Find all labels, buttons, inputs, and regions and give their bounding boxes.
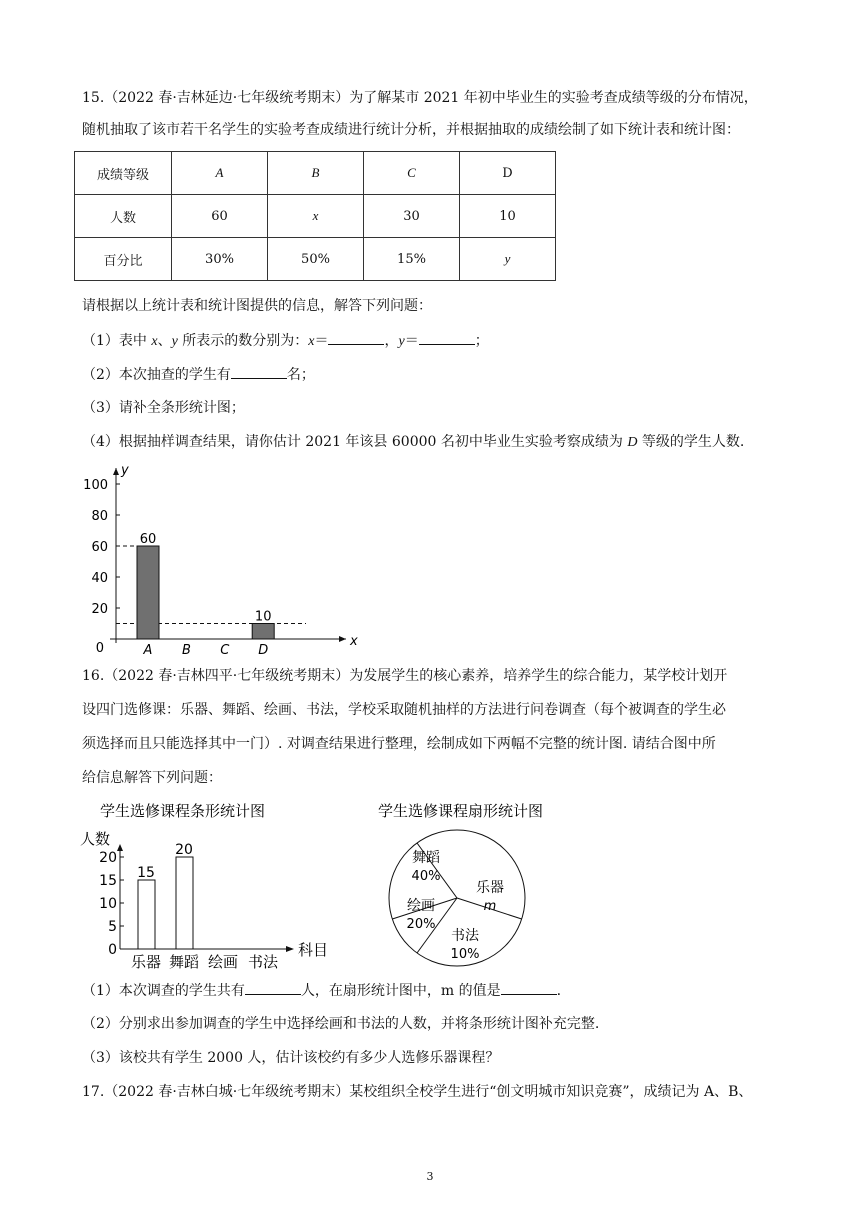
text: （1）表中 bbox=[82, 333, 152, 349]
pie-slice-label: 书法 bbox=[451, 928, 479, 944]
x-axis-label: x bbox=[350, 634, 358, 649]
text: ， bbox=[384, 333, 399, 349]
text: （4）根据抽样调查结果，请你估计 2021 年该县 60000 名初中毕业生实验考察成绩为 bbox=[82, 434, 628, 450]
text: 、 bbox=[157, 333, 172, 349]
var-y: y bbox=[171, 334, 178, 349]
table-cell: 10 bbox=[460, 195, 556, 238]
pie-slice-value: 10% bbox=[450, 947, 480, 962]
y-axis-arrow bbox=[117, 844, 123, 851]
q15-sub4 bbox=[82, 432, 744, 453]
chart-title: 学生选修课程扇形统计图 bbox=[378, 802, 544, 820]
text: ＝ bbox=[404, 333, 419, 349]
y-axis-label: 人数 bbox=[80, 830, 111, 848]
y-tick-label: 80 bbox=[91, 509, 108, 524]
answer-blank[interactable] bbox=[231, 364, 287, 379]
table-cell: A bbox=[172, 152, 268, 195]
text: ； bbox=[474, 333, 489, 349]
y-tick-label: 20 bbox=[91, 602, 108, 617]
table-cell: 15% bbox=[364, 238, 460, 281]
page-number: 3 bbox=[426, 1170, 434, 1183]
y-tick-label: 5 bbox=[108, 919, 117, 935]
q15-prompt: 请根据以上统计表和统计图提供的信息，解答下列问题： bbox=[82, 298, 432, 314]
var-x: x bbox=[308, 334, 315, 349]
bar bbox=[176, 857, 193, 949]
chart-title: 学生选修课程条形统计图 bbox=[100, 802, 266, 820]
q16-line1: 16.（2022 春·吉林四平·七年级统考期末）为发展学生的核心素养，培养学生的综合能力，某学校计划开 bbox=[82, 668, 728, 684]
elective-pie-chart bbox=[370, 796, 560, 974]
x-tick-label: 乐器 bbox=[130, 953, 162, 971]
q16-line4: 给信息解答下列问题： bbox=[82, 770, 222, 786]
q16-sub3: （3）该校共有学生 2000 人，估计该校约有多少人选修乐器课程？ bbox=[82, 1050, 500, 1066]
table-cell: 60 bbox=[172, 195, 268, 238]
q16-line2: 设四门选修课：乐器、舞蹈、绘画、书法，学校采取随机抽样的方法进行问卷调查（每个被调查的学生必 bbox=[82, 702, 726, 718]
origin-label: 0 bbox=[95, 641, 104, 656]
data-label: 20 bbox=[175, 842, 193, 858]
pie-slice-label: 乐器 bbox=[476, 880, 504, 896]
x-axis-arrow bbox=[339, 636, 346, 642]
data-label: 10 bbox=[254, 609, 272, 625]
x-axis-arrow bbox=[286, 946, 294, 952]
q15-sub2 bbox=[82, 364, 315, 385]
x-tick-label: D bbox=[258, 643, 269, 657]
y-tick-label: 15 bbox=[99, 873, 117, 889]
bar bbox=[137, 546, 159, 639]
x-tick-label: C bbox=[220, 643, 230, 657]
q15-line2: 随机抽取了该市若干名学生的实验考查成绩进行统计分析，并根据抽取的成绩绘制了如下统计表和统计图： bbox=[82, 122, 740, 138]
q16-sub1 bbox=[82, 980, 561, 1001]
table-cell: x bbox=[268, 195, 364, 238]
x-tick-label: 舞蹈 bbox=[168, 953, 200, 971]
data-label: 15 bbox=[137, 865, 155, 881]
text: （1）本次调查的学生共有 bbox=[82, 983, 245, 999]
q15-sub1 bbox=[82, 330, 489, 352]
table-row bbox=[75, 238, 556, 281]
q15-sub3: （3）请补全条形统计图； bbox=[82, 400, 245, 416]
table-cell: 人数 bbox=[75, 195, 172, 238]
answer-blank[interactable] bbox=[501, 980, 557, 995]
table-cell: 30% bbox=[172, 238, 268, 281]
table-cell: 50% bbox=[268, 238, 364, 281]
data-label: 60 bbox=[139, 532, 157, 547]
table-row bbox=[75, 195, 556, 238]
bar bbox=[252, 624, 274, 640]
table-cell: C bbox=[364, 152, 460, 195]
y-tick-label: 100 bbox=[83, 478, 108, 493]
table-cell: y bbox=[460, 238, 556, 281]
pie-slice-value: 40% bbox=[411, 869, 441, 884]
table-cell: B bbox=[268, 152, 364, 195]
pie-slice-value: 20% bbox=[406, 917, 436, 932]
q17-line1: 17.（2022 春·吉林白城·七年级统考期末）某校组织全校学生进行“创文明城市知识竞赛”，成绩记为 A、B、 bbox=[82, 1084, 753, 1100]
pie-slice-label: 舞蹈 bbox=[412, 850, 440, 866]
text: 所表示的数分别为： bbox=[177, 333, 309, 349]
x-tick-label: 书法 bbox=[247, 953, 279, 971]
var-y: y bbox=[398, 334, 405, 349]
y-tick-label: 60 bbox=[91, 540, 108, 555]
table-cell: 成绩等级 bbox=[75, 152, 172, 195]
y-tick-label: 20 bbox=[99, 850, 117, 866]
y-axis-label: y bbox=[121, 463, 129, 478]
text: （2）本次抽查的学生有 bbox=[82, 367, 231, 383]
var-x: x bbox=[151, 334, 158, 349]
q16-line3: 须选择而且只能选择其中一门）. 对调查结果进行整理，绘制成如下两幅不完整的统计图. 请结合图中所 bbox=[82, 736, 716, 752]
y-axis-arrow bbox=[113, 468, 119, 475]
table-cell: 30 bbox=[364, 195, 460, 238]
y-tick-label: 10 bbox=[99, 896, 117, 912]
text: ＝ bbox=[314, 333, 329, 349]
answer-blank[interactable] bbox=[245, 980, 301, 995]
grade-table bbox=[74, 151, 556, 281]
text: . bbox=[556, 983, 562, 999]
table-row bbox=[75, 152, 556, 195]
q15-line1: 15.（2022 春·吉林延边·七年级统考期末）为了解某市 2021 年初中毕业生的实验考查成绩等级的分布情况， bbox=[82, 90, 758, 106]
table-cell: D bbox=[460, 152, 556, 195]
x-axis-label: 科目 bbox=[298, 941, 329, 959]
elective-bar-chart bbox=[80, 796, 365, 976]
x-tick-label: B bbox=[181, 643, 191, 657]
answer-blank[interactable] bbox=[419, 330, 475, 345]
q16-sub2: （2）分别求出参加调查的学生中选择绘画和书法的人数，并将条形统计图补充完整. bbox=[82, 1016, 600, 1032]
table-cell: 百分比 bbox=[75, 238, 172, 281]
y-tick-label: 0 bbox=[108, 942, 117, 958]
text: 名； bbox=[286, 367, 315, 383]
text: 等级的学生人数. bbox=[637, 434, 745, 450]
answer-blank[interactable] bbox=[328, 330, 384, 345]
text: 人，在扇形统计图中，m 的值是 bbox=[300, 983, 501, 999]
x-tick-label: 绘画 bbox=[207, 953, 239, 971]
pie-slice-value: m bbox=[483, 899, 497, 914]
grade-bar-chart bbox=[78, 462, 368, 657]
pie-slice-label: 绘画 bbox=[407, 898, 435, 914]
x-tick-label: A bbox=[143, 643, 153, 657]
var-d: D bbox=[627, 435, 638, 450]
y-tick-label: 40 bbox=[91, 571, 108, 586]
bar bbox=[138, 880, 155, 949]
